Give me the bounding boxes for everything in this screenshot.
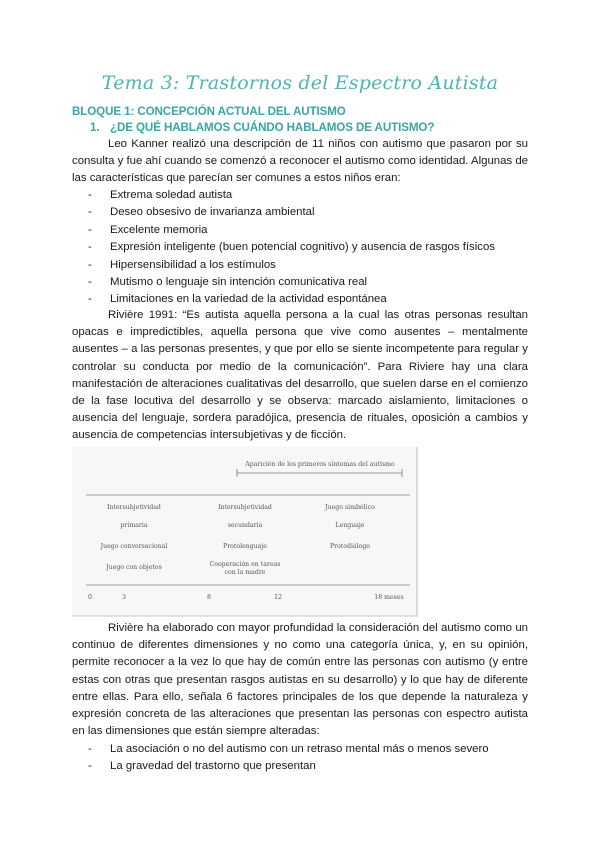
axis-tick-label: 12 (274, 594, 282, 601)
list-item-text: Expresión inteligente (buen potencial cognitivo) y ausencia de rasgos físicos (110, 241, 495, 254)
list-item (88, 741, 528, 758)
block-heading: BLOQUE 1: CONCEPCIÓN ACTUAL DEL AUTISMO (72, 105, 346, 118)
list-dash: - (88, 276, 92, 289)
list-item-text: La gravedad del trastorno que presentan (110, 760, 316, 773)
stage-label: Protodiálogo (329, 543, 371, 550)
list-dash: - (88, 760, 92, 773)
stage-label: Juego simbólico (325, 504, 375, 511)
section-heading (90, 121, 434, 134)
bracket-label: Aparición de los primeros síntomas del autismo (245, 461, 395, 468)
development-timeline-figure (72, 447, 418, 617)
paragraph-riviere-continuum: Rivière ha elaborado con mayor profundidad la consideración del autismo como un continuo de diferentes dimensiones y no como una categoría única, y, en su opinión, permite reconocer a la vez lo que hay de común entre las personas con autismo (y entre estas con otras que presentan rasgos autistas en su desarrollo) y lo que hay de diferente entre ellas. Para ello, señala 6 factores principales de los que depende la naturaleza y expresión concreta de las alteraciones que presentan las personas con espectro autista en las dimensiones que están siempre alteradas: (72, 622, 528, 738)
list-dash: - (88, 206, 92, 219)
list-dash: - (88, 258, 92, 271)
stage-label: Protolenguaje (223, 543, 267, 550)
stage-label: con la madre (224, 569, 266, 576)
list-item-text: Excelente memoria (110, 223, 208, 236)
axis-tick-label: 8 (207, 594, 211, 601)
list-item (88, 758, 528, 775)
list-item-text: La asociación o no del autismo con un retraso mental más o menos severo (110, 743, 489, 755)
list-item (88, 222, 528, 239)
list-item-text: Mutismo o lenguaje sin intención comunicativa real (110, 276, 368, 289)
axis-tick-label: 0 (88, 594, 92, 601)
stage-label: Cooperación en tareas (209, 561, 281, 568)
axis-tick-label: 3 (122, 594, 126, 601)
list-item-text: Hipersensibilidad a los estímulos (110, 258, 276, 271)
stage-label: Lenguaje (335, 522, 365, 529)
paragraph-kanner: Leo Kanner realizó una descripción de 11 niños con autismo que pasaron por su consulta y fue ahí cuando se comenzó a reconocer el autismo como identidad. Algunas de las características que parecían ser comunes a estos niños eran: (72, 138, 528, 185)
section-number: 1. (90, 121, 100, 134)
list-item-text: Deseo obsesivo de invarianza ambiental (110, 206, 315, 219)
list-dash: - (88, 189, 92, 201)
stage-label: Intersubjetividad (107, 504, 161, 511)
list-dash: - (88, 223, 92, 236)
section-heading-text: ¿DE QUÉ HABLAMOS CUÁNDO HABLAMOS DE AUTISMO? (110, 121, 435, 134)
page-title: Tema 3: Trastornos del Espectro Autista (101, 72, 499, 94)
list-item-text: Extrema soledad autista (110, 189, 233, 201)
stage-label: Juego con objetos (106, 564, 162, 571)
stage-label: secundaria (227, 522, 263, 529)
paragraph-riviere-1991: Rivière 1991: “Es autista aquella persona a la cual las otras personas resultan opacas e impredictibles, aquella persona que vive como ausentes – mentalmente ausentes – a las personas presentes, y que por ello se siente incompetente para regular y controlar su conducta por medio de la comunicación”. Para Riviere hay una clara manifestación de alteraciones cualitativas del desarrollo, que suelen darse en el comienzo de la fase locutiva del desarrollo y se observa: marcado aislamiento, limitaciones o ausencia del lenguaje, sordera paradójica, presencia de rituales, oposición a cambios y ausencia de competencias intersubjetivas y de ficción. (72, 309, 528, 442)
list-item-text: Limitaciones en la variedad de la actividad espontánea (110, 293, 387, 306)
list-dash: - (88, 743, 92, 755)
list-kanner-characteristics (88, 187, 528, 309)
list-dash: - (88, 293, 92, 306)
list-item (88, 204, 528, 221)
list-item (88, 239, 528, 256)
axis-tick-label: 18 meses (374, 594, 404, 601)
list-item (88, 274, 528, 291)
timeline-diagram (72, 447, 416, 615)
list-dash: - (88, 241, 92, 254)
stage-label: Juego conversacional (100, 543, 168, 550)
list-item (88, 187, 528, 204)
list-factors (88, 741, 528, 776)
stage-label: Intersubjetividad (218, 504, 272, 511)
list-item (88, 257, 528, 274)
stage-label: primaria (120, 522, 148, 529)
